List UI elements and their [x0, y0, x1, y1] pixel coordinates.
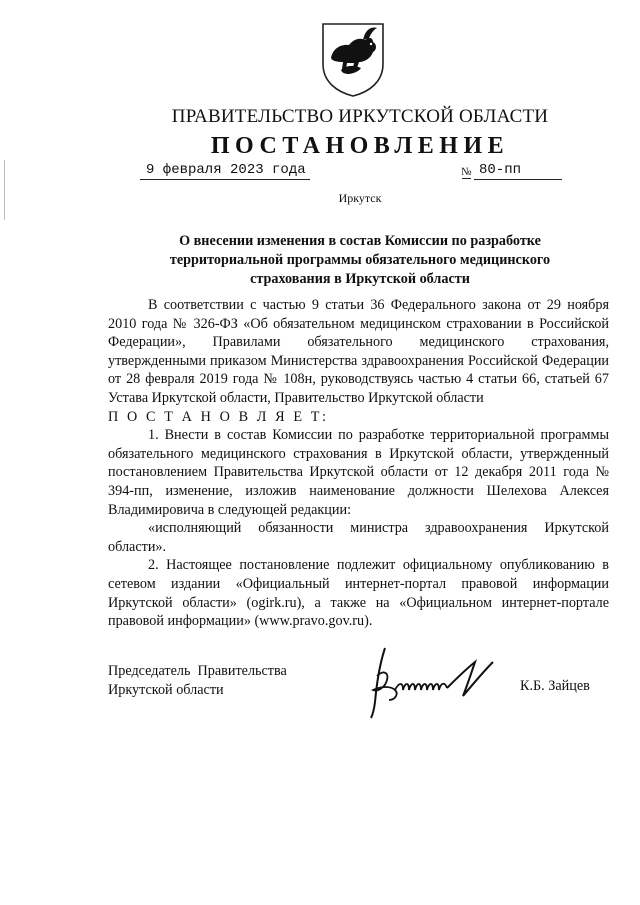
city-name: Иркутск [338, 191, 382, 205]
decree-word: П О С Т А Н О В Л Я Е Т: [108, 408, 329, 425]
item-1-paragraph: 1. Внести в состав Комиссии по разработке территориальной программы обязательного медицинского страхования в Иркутской области, утвержденный постановлением Правительства Иркутской области от 12 декабря 2011 года № 394-пп, изменение, изложив наименование должности Шелехова Алексея Владимировича в следующей редакции: [108, 427, 609, 518]
date-underline [140, 179, 310, 180]
heading-line: О внесении изменения в состав Комиссии по разработке [179, 233, 541, 249]
number-underline [474, 179, 562, 180]
coat-of-arms-emblem [319, 18, 387, 98]
signer-name: К.Б. Зайцев [520, 678, 590, 694]
number-sign: № [461, 166, 472, 178]
signer-position-line: Председатель Правительства [108, 663, 287, 679]
government-title: ПРАВИТЕЛЬСТВО ИРКУТСКОЙ ОБЛАСТИ [171, 106, 549, 127]
item-1-quote: «исполняющий обязанности министра здравоохранения Иркутской области». [108, 520, 609, 555]
item-2-paragraph: 2. Настоящее постановление подлежит официальному опубликованию в сетевом издании «Официальный интернет-портал правовой информации Иркутской области» (ogirk.ru), а также на «Официальном интернет-портале правовой информации» (www.pravo.gov.ru). [108, 557, 609, 630]
scan-margin-mark [4, 160, 6, 220]
document-heading [140, 232, 580, 289]
document-type-title: ПОСТАНОВЛЕНИЕ [210, 133, 510, 159]
document-number: 80-пп [479, 162, 522, 178]
signer-position-line: Иркутской области [108, 681, 224, 698]
signer-position [108, 662, 287, 699]
document-body [108, 296, 609, 631]
preamble-paragraph: В соответствии с частью 9 статьи 36 Федерального закона от 29 ноября 2010 года № 326-ФЗ «Об обязательном медицинском страховании в Российской Федерации», Правилами обязательного медицинского страхования, утвержденными приказом Министерства здравоохранения Российской Федерации от 28 февраля 2019 года № 108н, руководствуясь частью 4 статьи 66, статьей 67 Устава Иркутской области, Правительство Иркутской области [108, 297, 609, 406]
handwritten-signature [355, 640, 505, 720]
heading-line: страхования в Иркутской области [250, 271, 470, 287]
document-date: 9 февраля 2023 года [146, 162, 306, 178]
heading-line: территориальной программы обязательного медицинского [169, 252, 551, 268]
